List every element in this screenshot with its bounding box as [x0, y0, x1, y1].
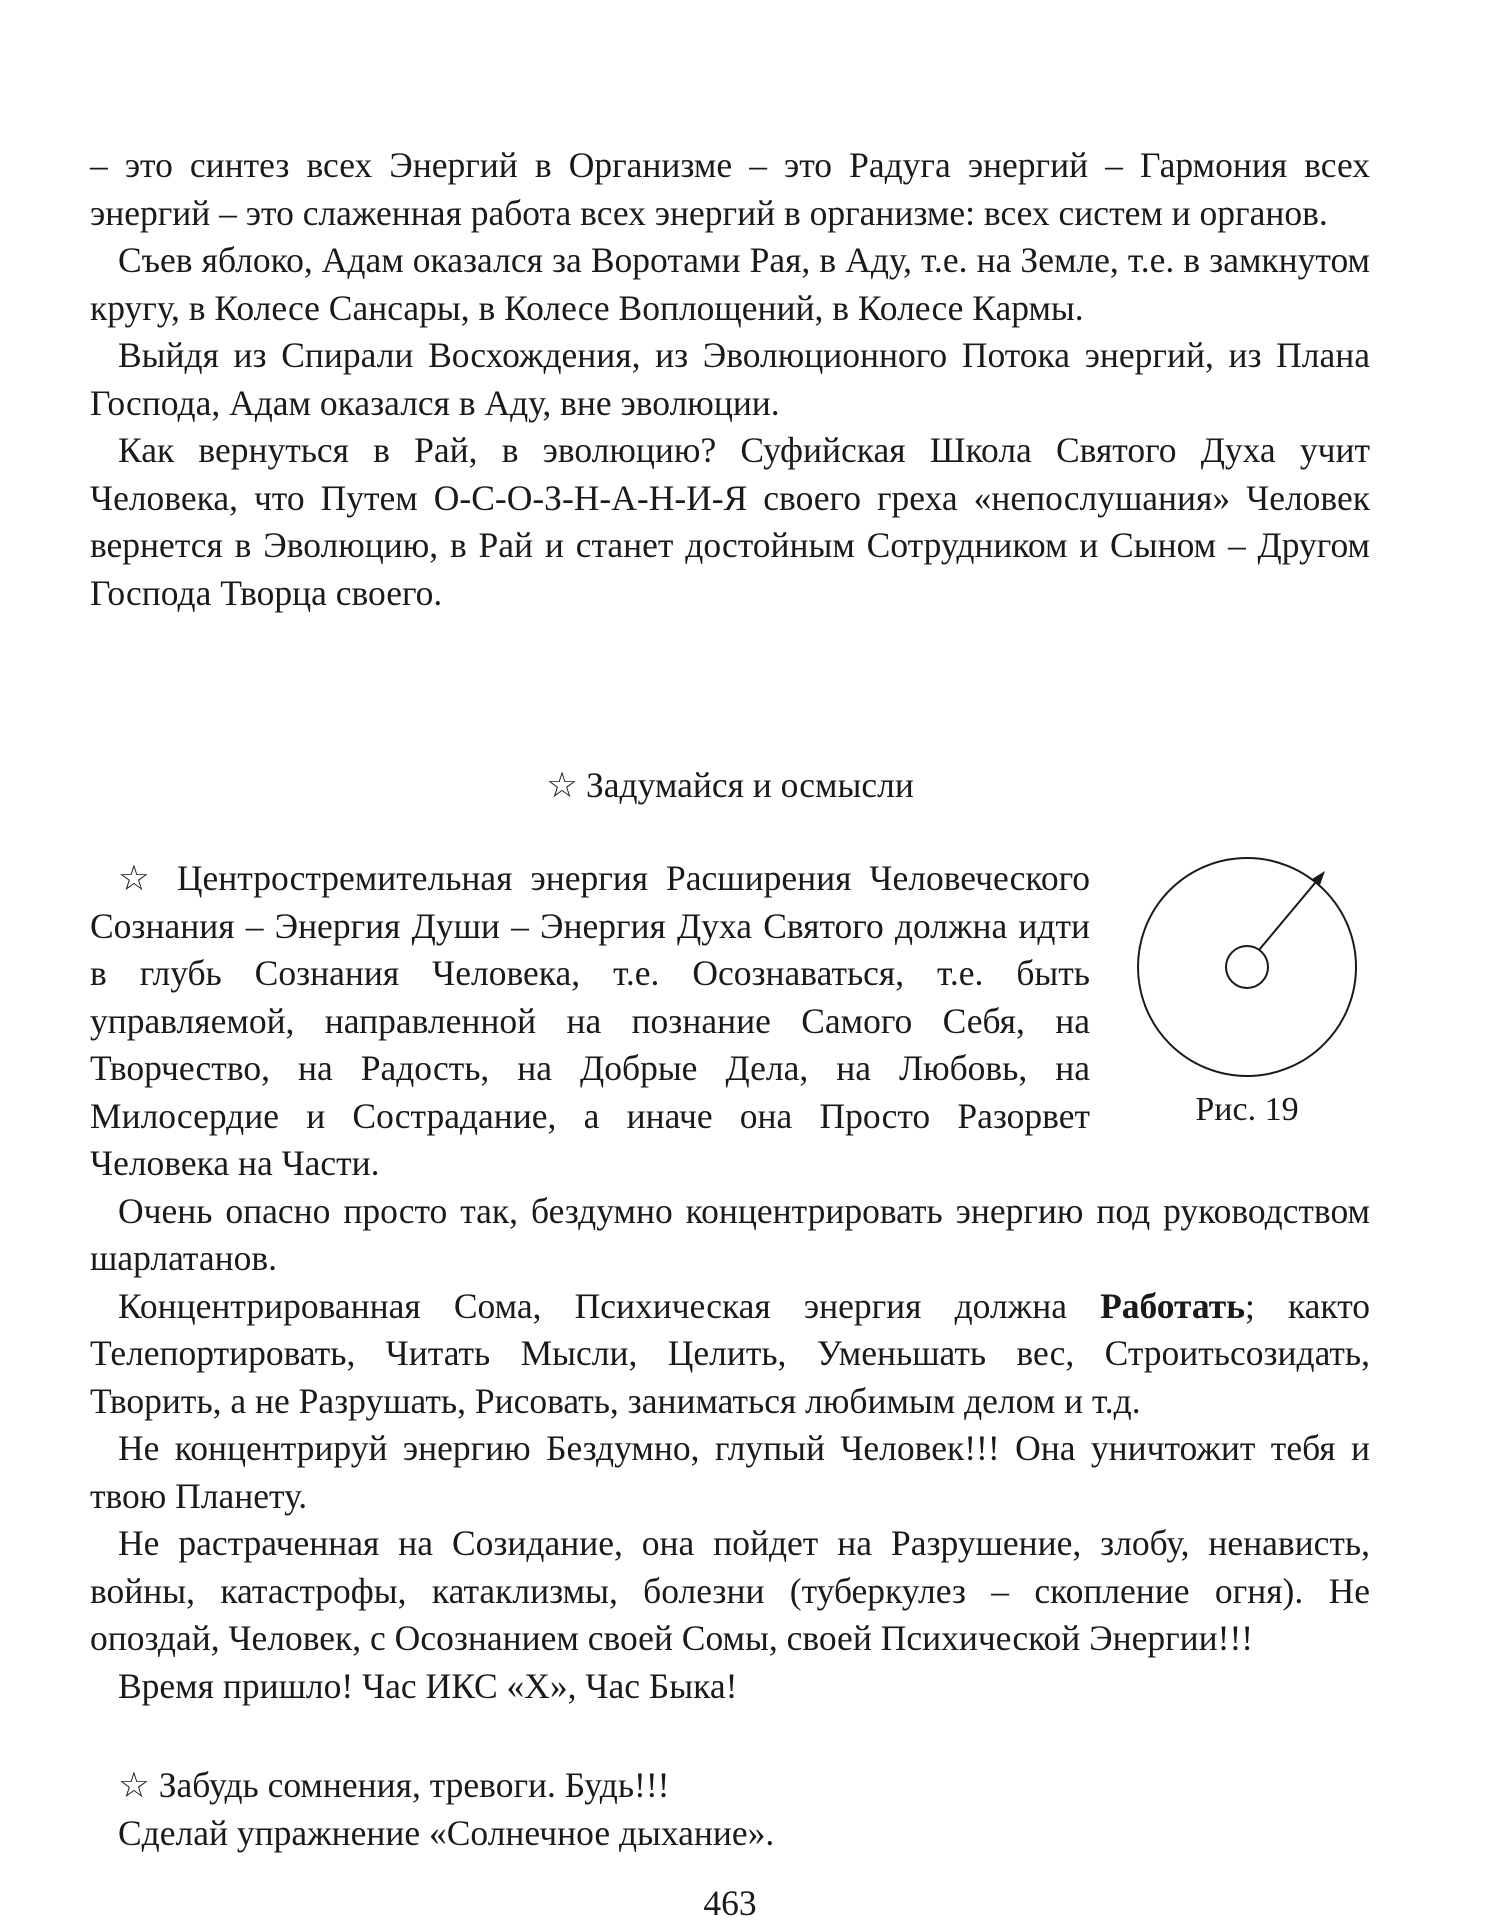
- text-block-intro: [90, 142, 1370, 617]
- section-heading: [90, 762, 1370, 810]
- figure-caption: Рис. 19: [1195, 1091, 1299, 1128]
- paragraph-soma-work: [90, 1283, 1370, 1426]
- inner-circle: [1226, 946, 1268, 988]
- text-block-energy: [90, 855, 1370, 1710]
- paragraph-forget-doubts: ☆ Забудь сомнения, тревоги. Будь!!!: [118, 1765, 670, 1805]
- paragraph-spiral: Выйдя из Спирали Восхождения, из Эволюционного Потока энергий, из Плана Господа, Адам оказался в Аду, вне эволюции.: [90, 335, 1370, 423]
- paragraph-adam-apple: Съев яблоко, Адам оказался за Воротами Рая, в Аду, т.е. на Земле, т.е. в замкнутом кругу, в Колесе Сансары, в Колесе Воплощений, в Колесе Кармы.: [90, 240, 1370, 328]
- paragraph-rainbow: – это синтез всех Энергий в Организме – это Радуга энергий – Гармония всех энергий – это слаженная работа всех энергий в организме: всех систем и органов.: [90, 145, 1370, 233]
- paragraph-danger: Очень опасно просто так, бездумно концентрировать энергию под руководством шарлатанов.: [90, 1190, 1370, 1278]
- figure-19: [1122, 855, 1372, 1135]
- soma-text-bold: Работать: [1100, 1285, 1245, 1326]
- paragraph-warning: Не концентрируй энергию Бездумно, глупый Человек!!! Она уничтожит тебя и твою Планету.: [90, 1428, 1370, 1516]
- soma-text-after: ; както Телепортировать, Читать Мысли, Целить, Уменьшать вес, Строитьсозидать, Творить, а не Разрушать, Рисовать, заниматься любимым делом и т.д.: [90, 1285, 1371, 1421]
- page-number: 463: [703, 1883, 757, 1923]
- paragraph-destruction: Не растраченная на Созидание, она пойдет на Разрушение, злобу, ненависть, войны, катастрофы, катаклизмы, болезни (туберкулез – скопление огня). Не опоздай, Человек, с Осознанием своей Сомы, своей Психической Энергии!!!: [90, 1523, 1370, 1658]
- outer-circle: [1138, 858, 1356, 1076]
- paragraph-exercise: Сделай упражнение «Солнечное дыхание».: [118, 1812, 775, 1853]
- paragraph-return-paradise: Как вернуться в Рай, в эволюцию? Суфийская Школа Святого Духа учит Человека, что Путем О-С-О-З-Н-А-Н-И-Я своего греха «непослушания» Человек вернется в Эволюцию, в Рай и станет достойным Сотрудником и Сыном – Другом Господа Творца своего.: [90, 430, 1370, 613]
- section-heading-text: Задумайся и осмысли: [585, 765, 914, 805]
- arrow-line: [1259, 877, 1320, 950]
- circle-arrow-diagram: [1122, 855, 1372, 1085]
- paragraph-centripetal: ☆ Центростремительная энергия Расширения Человеческого Сознания – Энергия Души – Энергия Духа Святого должна идти в глубь Сознания Человека, т.е. Осознаваться, т.е. быть управляемой, направленной на познание Самого Себя, на Творчество, на Радость, на Добрые Дела, на Любовь, на Милосердие и Сострадание, а иначе она Просто Разорвет Человека на Части.: [90, 858, 1090, 1183]
- text-block-closing: [90, 1762, 1370, 1857]
- soma-text-before: Концентрированная Сома, Психическая энергия должна: [118, 1285, 1101, 1326]
- paragraph-time-came: Время пришло! Час ИКС «Х», Час Быка!: [118, 1665, 738, 1706]
- star-icon: ☆: [546, 765, 578, 805]
